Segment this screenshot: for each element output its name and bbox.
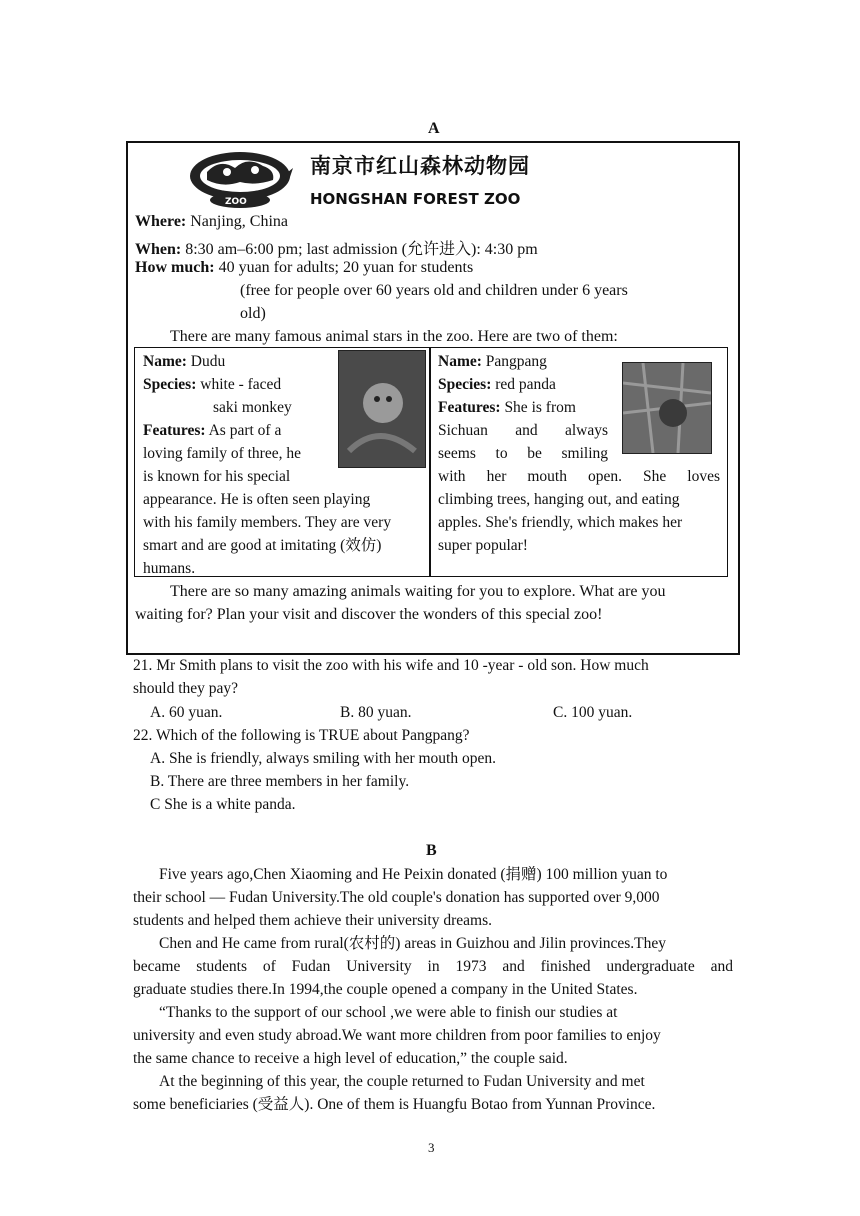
pangpang-f4: with her mouth open. She loves	[438, 468, 720, 485]
q21-option-a: A. 60 yuan.	[150, 704, 223, 721]
dudu-species-2: saki monkey	[213, 399, 292, 416]
b-p2-l2: became students of Fudan University in 1973 and finished undergraduate and	[133, 958, 733, 975]
section-b-label: B	[426, 842, 437, 859]
pangpang-name-label: Name:	[438, 353, 482, 370]
question-21: 21. Mr Smith plans to visit the zoo with his wife and 10 -year - old son. How much	[133, 657, 649, 674]
pangpang-text	[438, 350, 720, 557]
b-p3-l2: university and even study abroad.We want more children from poor families to enjoy	[133, 1027, 661, 1044]
q22-option-b: B. There are three members in her family.	[150, 773, 410, 790]
dudu-name: Dudu	[190, 353, 226, 370]
question-22: 22. Which of the following is TRUE about Pangpang?	[133, 727, 470, 744]
b-p3-l3: the same chance to receive a high level of education,” the couple said.	[133, 1050, 568, 1067]
b-p2-l3: graduate studies there.In 1994,the couple opened a company in the United States.	[133, 981, 638, 998]
when-label: When:	[135, 241, 182, 258]
q22-option-c: C She is a white panda.	[150, 796, 296, 813]
question-21-cont: should they pay?	[133, 680, 239, 697]
pangpang-f2: Sichuan and always	[438, 422, 608, 439]
where-row	[135, 213, 288, 231]
section-a-label: A	[428, 120, 440, 137]
q22-option-a: A. She is friendly, always smiling with her mouth open.	[150, 750, 496, 767]
b-p2-l1: Chen and He came from rural(农村的) areas in Guizhou and Jilin provinces.They	[159, 935, 667, 952]
pangpang-f5: climbing trees, hanging out, and eating	[438, 491, 680, 508]
b-p1-l3: students and helped them achieve their university dreams.	[133, 912, 492, 929]
b-p1-l2: their school — Fudan University.The old couple's donation has supported over 9,000	[133, 889, 660, 906]
dudu-species-1: white - faced	[200, 376, 282, 393]
closing-line-2: waiting for? Plan your visit and discover the wonders of this special zoo!	[135, 606, 603, 623]
pangpang-species: red panda	[495, 376, 556, 393]
dudu-f2: loving family of three, he	[143, 445, 301, 462]
zoo-name-en: HONGSHAN FOREST ZOO	[310, 190, 521, 208]
pangpang-f7: super popular!	[438, 537, 528, 554]
pangpang-species-label: Species:	[438, 376, 492, 393]
when-row	[135, 236, 538, 259]
dudu-f5: with his family members. They are very	[143, 514, 392, 531]
pangpang-features-label: Features:	[438, 399, 501, 416]
b-p4-l1: At the beginning of this year, the couple returned to Fudan University and met	[159, 1073, 645, 1090]
pangpang-name: Pangpang	[485, 353, 547, 370]
dudu-f7: humans.	[143, 560, 196, 577]
animals-intro: There are many famous animal stars in the zoo. Here are two of them:	[170, 328, 618, 345]
where-value: Nanjing, China	[190, 213, 289, 230]
dudu-f4: appearance. He is often seen playing	[143, 491, 371, 508]
zoo-logo-icon	[185, 146, 295, 210]
svg-text:ZOO: ZOO	[225, 197, 247, 207]
dudu-f1: As part of a	[208, 422, 282, 439]
page-number: 3	[428, 1140, 435, 1155]
pangpang-f1: She is from	[504, 399, 576, 416]
zoo-name-cn: 南京市红山森林动物园	[310, 154, 530, 178]
closing-line-1: There are so many amazing animals waiting for you to explore. What are you	[170, 583, 666, 600]
dudu-text	[143, 350, 423, 580]
how-much-row	[135, 259, 473, 277]
pangpang-f3: seems to be smiling	[438, 445, 608, 462]
dudu-f6: smart and are good at imitating (效仿)	[143, 537, 382, 554]
section-b-text	[133, 863, 733, 1116]
dudu-species-label: Species:	[143, 376, 197, 393]
how-much-note-2: old)	[240, 305, 266, 322]
b-p3-l1: “Thanks to the support of our school ,we were able to finish our studies at	[159, 1004, 618, 1021]
where-label: Where:	[135, 213, 187, 230]
dudu-name-label: Name:	[143, 353, 187, 370]
b-p4-l2: some beneficiaries (受益人). One of them is Huangfu Botao from Yunnan Province.	[133, 1096, 656, 1113]
b-p1-l1: Five years ago,Chen Xiaoming and He Peixin donated (捐赠) 100 million yuan to	[159, 866, 668, 883]
when-value: 8:30 am–6:00 pm; last admission (允许进入): 4:30 pm	[185, 241, 538, 258]
how-much-note-1: (free for people over 60 years old and children under 6 years	[240, 282, 628, 299]
pangpang-f6: apples. She's friendly, which makes her	[438, 514, 683, 531]
q21-option-b: B. 80 yuan.	[340, 704, 412, 721]
q21-option-c: C. 100 yuan.	[553, 704, 633, 721]
how-much-value: 40 yuan for adults; 20 yuan for students	[218, 259, 474, 276]
dudu-f3: is known for his special	[143, 468, 291, 485]
dudu-features-label: Features:	[143, 422, 206, 439]
how-much-label: How much:	[135, 259, 215, 276]
